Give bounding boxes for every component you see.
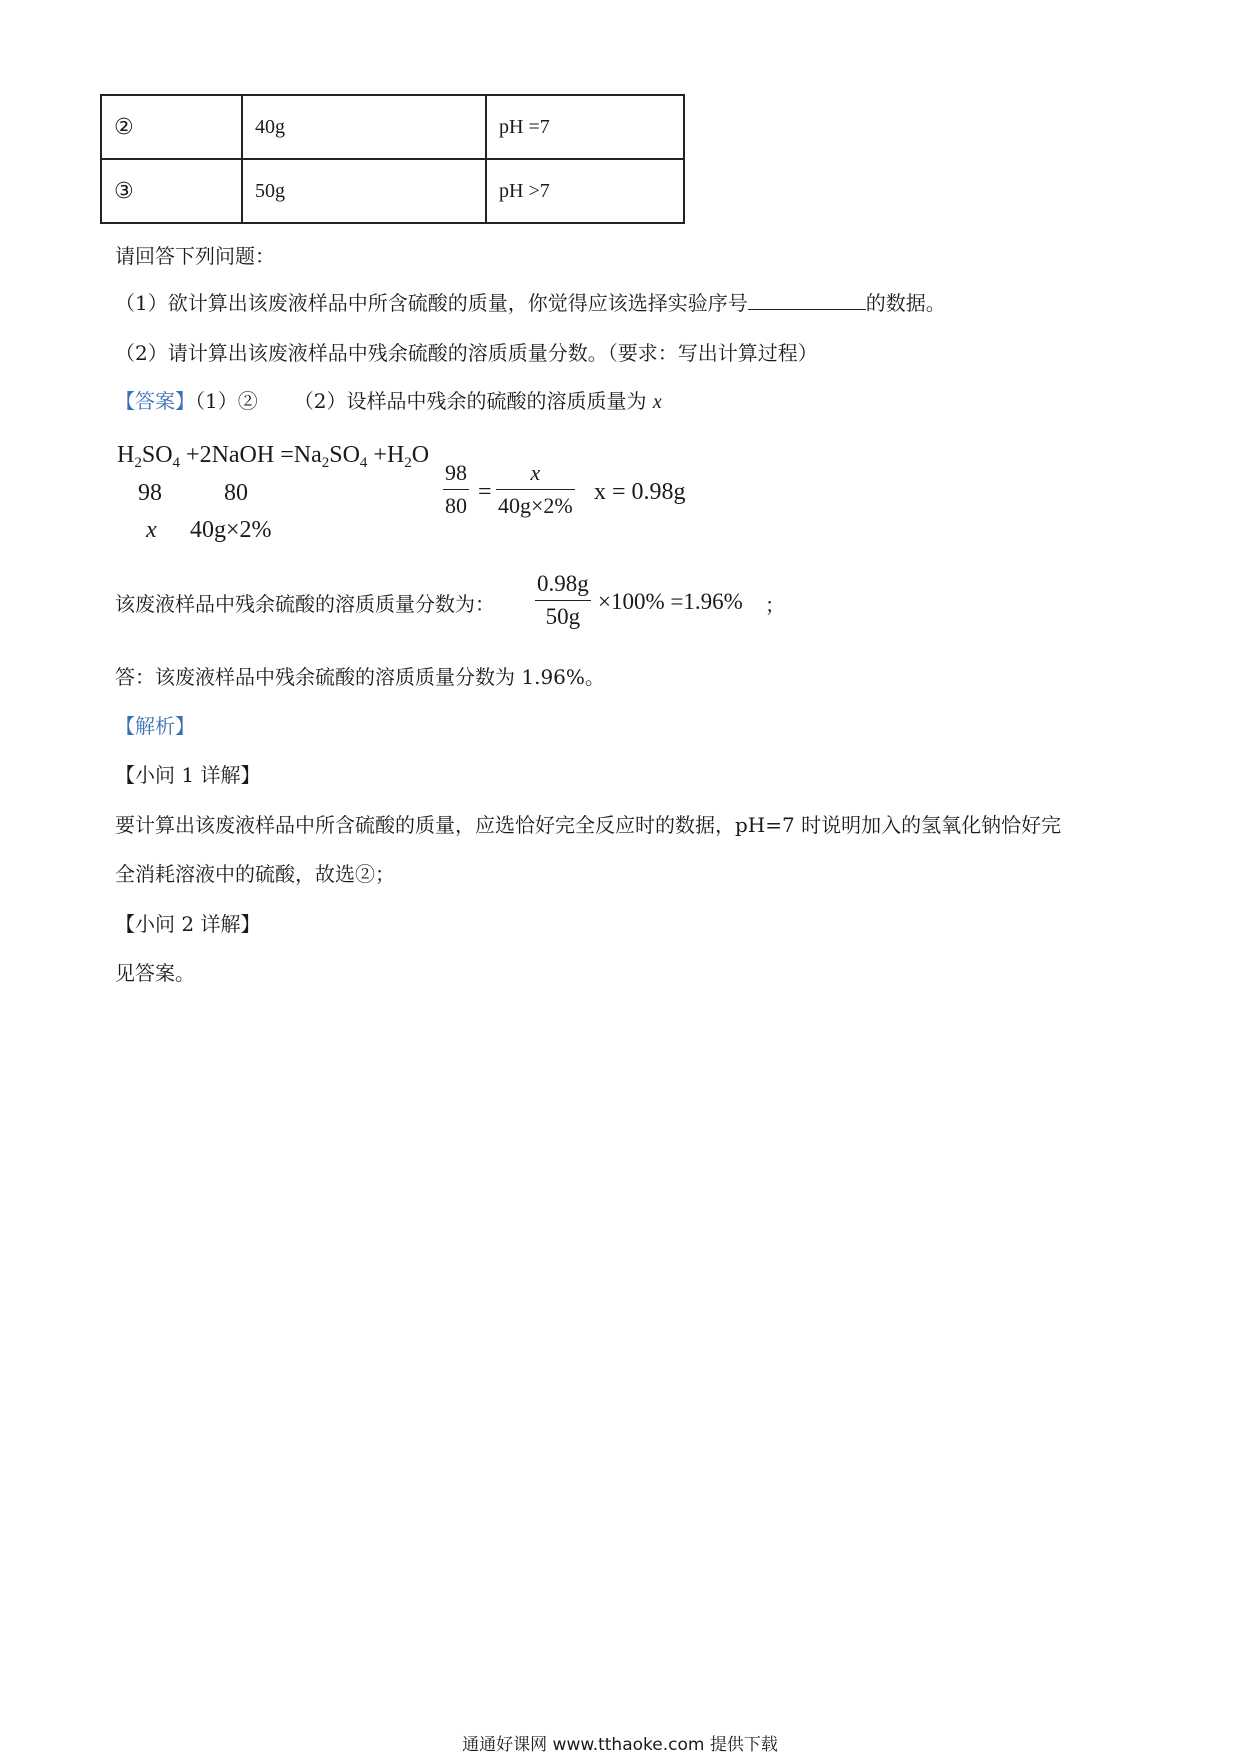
proportion-right <box>496 460 575 519</box>
table-row <box>101 95 684 159</box>
answer-1: （1）② <box>195 389 258 413</box>
sub-question-1-tag: 【小问 1 详解】 <box>115 763 261 787</box>
eq-sub: 2 <box>404 455 412 471</box>
eq-sub: 4 <box>172 455 181 471</box>
eq-part: +2NaOH =Na <box>180 442 322 468</box>
answer-2: （2）设样品中残余的硫酸的溶质质量为 <box>293 389 647 413</box>
fraction-numerator: x <box>530 460 541 485</box>
table-cell-ph: pH =7 <box>486 95 684 159</box>
sub-question-2-tag: 【小问 2 详解】 <box>115 912 261 936</box>
unknown-x: x <box>146 517 157 543</box>
fraction-numerator: 0.98g <box>537 571 589 596</box>
answer-variable: x <box>652 391 662 413</box>
eq-sub: 2 <box>134 455 142 471</box>
conclusion: 答：该废液样品中残余硫酸的溶质质量分数为 1.96%。 <box>115 665 605 689</box>
chemical-equation <box>117 441 429 469</box>
eq-part: +H <box>367 442 405 468</box>
mass-fraction <box>535 571 591 630</box>
mass-fraction-result: ×100% =1.96% <box>598 589 743 614</box>
question-1-text: （1）欲计算出该废液样品中所含硫酸的质量，你觉得应该选择实验序号 <box>115 291 748 315</box>
sub-question-1-line-2: 全消耗溶液中的硫酸，故选②； <box>115 862 395 886</box>
sub-question-2-text: 见答案。 <box>115 961 195 985</box>
question-2: （2）请计算出该废液样品中残余硫酸的溶质质量分数。（要求：写出计算过程） <box>115 341 818 365</box>
fraction-numerator: 98 <box>445 460 467 485</box>
fraction-denominator: 50g <box>535 600 591 630</box>
table-row <box>101 159 684 223</box>
molar-mass-1: 98 <box>138 480 162 506</box>
proportion-result: x = 0.98g <box>594 479 686 505</box>
sub-question-1-line-1: 要计算出该废液样品中所含硫酸的质量，应选恰好完全反应时的数据，pH=7 时说明加入的氢氧化钠恰好完 <box>115 813 1062 837</box>
answer-blank <box>748 291 866 310</box>
experiment-table <box>100 94 685 224</box>
table-cell-mass: 50g <box>242 159 486 223</box>
molar-mass-2: 80 <box>224 480 248 506</box>
eq-part: SO <box>141 442 173 468</box>
table-cell-mass: 40g <box>242 95 486 159</box>
semicolon: ； <box>765 593 785 617</box>
eq-part: SO <box>329 442 360 468</box>
proportion-left <box>443 460 469 519</box>
eq-sub: 4 <box>359 455 368 471</box>
fraction-denominator: 40g×2% <box>496 489 575 519</box>
equals-sign: = <box>478 479 492 505</box>
fraction-denominator: 80 <box>443 489 469 519</box>
page-footer: 通通好课网 www.tthaoke.com 提供下载 <box>462 1735 778 1755</box>
known-mass: 40g×2% <box>190 517 272 543</box>
answer-line <box>115 388 662 415</box>
analysis-tag: 【解析】 <box>115 714 195 738</box>
question-1-end: 的数据。 <box>865 291 946 315</box>
mass-fraction-label: 该废液样品中残余硫酸的溶质质量分数为： <box>115 592 495 616</box>
table-cell-ph: pH >7 <box>486 159 684 223</box>
table-cell-no: ③ <box>101 159 242 223</box>
question-1 <box>115 290 946 316</box>
eq-sub: 2 <box>321 455 330 471</box>
table-cell-no: ② <box>101 95 242 159</box>
eq-part: O <box>411 442 430 468</box>
eq-part: H <box>117 442 135 468</box>
answer-tag: 【答案】 <box>115 389 195 413</box>
question-prompt: 请回答下列问题： <box>115 244 275 268</box>
